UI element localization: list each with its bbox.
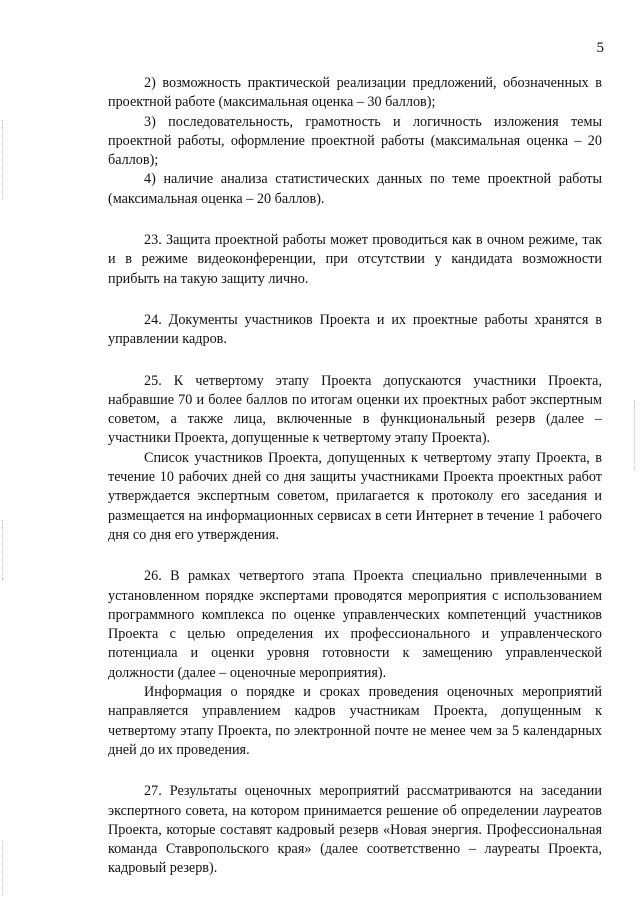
scan-margin-mark	[2, 120, 5, 200]
list-item-3: 3) последовательность, грамотность и логичность изложения темы проектной работы, оформление проектной работы (максимальная оценка – 20 баллов);	[108, 113, 602, 169]
scan-margin-mark	[2, 840, 5, 895]
clause-24: 24. Документы участников Проекта и их проектные работы хранятся в управлении кадров.	[108, 311, 602, 348]
scan-margin-mark	[2, 520, 5, 580]
clause-27: 27. Результаты оценочных мероприятий рассматриваются на заседании экспертного совета, на котором принимается решение об определении лауреатов Проекта, которые составят кадровый резерв «Новая энергия. Профессиональная команда Ставропольского края» (далее соответственно – лауреаты Проекта, кадровый резерв).	[108, 783, 602, 877]
clause-26-information: Информация о порядке и сроках проведения оценочных мероприятий направляется управлением кадров участникам Проекта, допущенным к четвертому этапу Проекта, по электронной почте не менее чем за 5 календарных дней до их проведения.	[108, 684, 602, 758]
clause-26: 26. В рамках четвертого этапа Проекта специально привлеченными в установленном порядке экспертами проводятся мероприятия с использованием программного комплекса по оценке управленческих компетенций участников Проекта с целью определения их профессионального и управленческого потенциала и оценки уровня готовности к замещению управленческой должности (далее – оценочные мероприятия).	[108, 568, 602, 681]
scan-margin-mark	[634, 400, 637, 470]
document-body	[108, 74, 602, 879]
page-number: 5	[596, 40, 604, 56]
list-item-2: 2) возможность практической реализации предложений, обозначенных в проектной работе (максимальная оценка – 30 баллов);	[108, 75, 602, 111]
clause-23: 23. Защита проектной работы может проводиться как в очном режиме, так и в режиме видеоконференции, при отсутствии у кандидата возможности прибыть на такую защиту лично.	[108, 232, 602, 287]
clause-25-participant-list: Список участников Проекта, допущенных к четвертому этапу Проекта, в течение 10 рабочих дней со дня защиты участниками Проекта проектных работ утверждается экспертным советом, прилагается к протоколу его заседания и размещается на информационных сервисах в сети Интернет в течение 1 рабочего дня со дня его утверждения.	[108, 449, 602, 543]
list-item-4: 4) наличие анализа статистических данных по теме проектной работы (максимальная оценка – 20 баллов).	[108, 171, 602, 207]
clause-25: 25. К четвертому этапу Проекта допускаются участники Проекта, набравшие 70 и более баллов по итогам оценки их проектных работ экспертным советом, а также лица, включенные в функциональный резерв (далее – участники Проекта, допущенные к четвертому этапу Проекта).	[108, 372, 602, 447]
